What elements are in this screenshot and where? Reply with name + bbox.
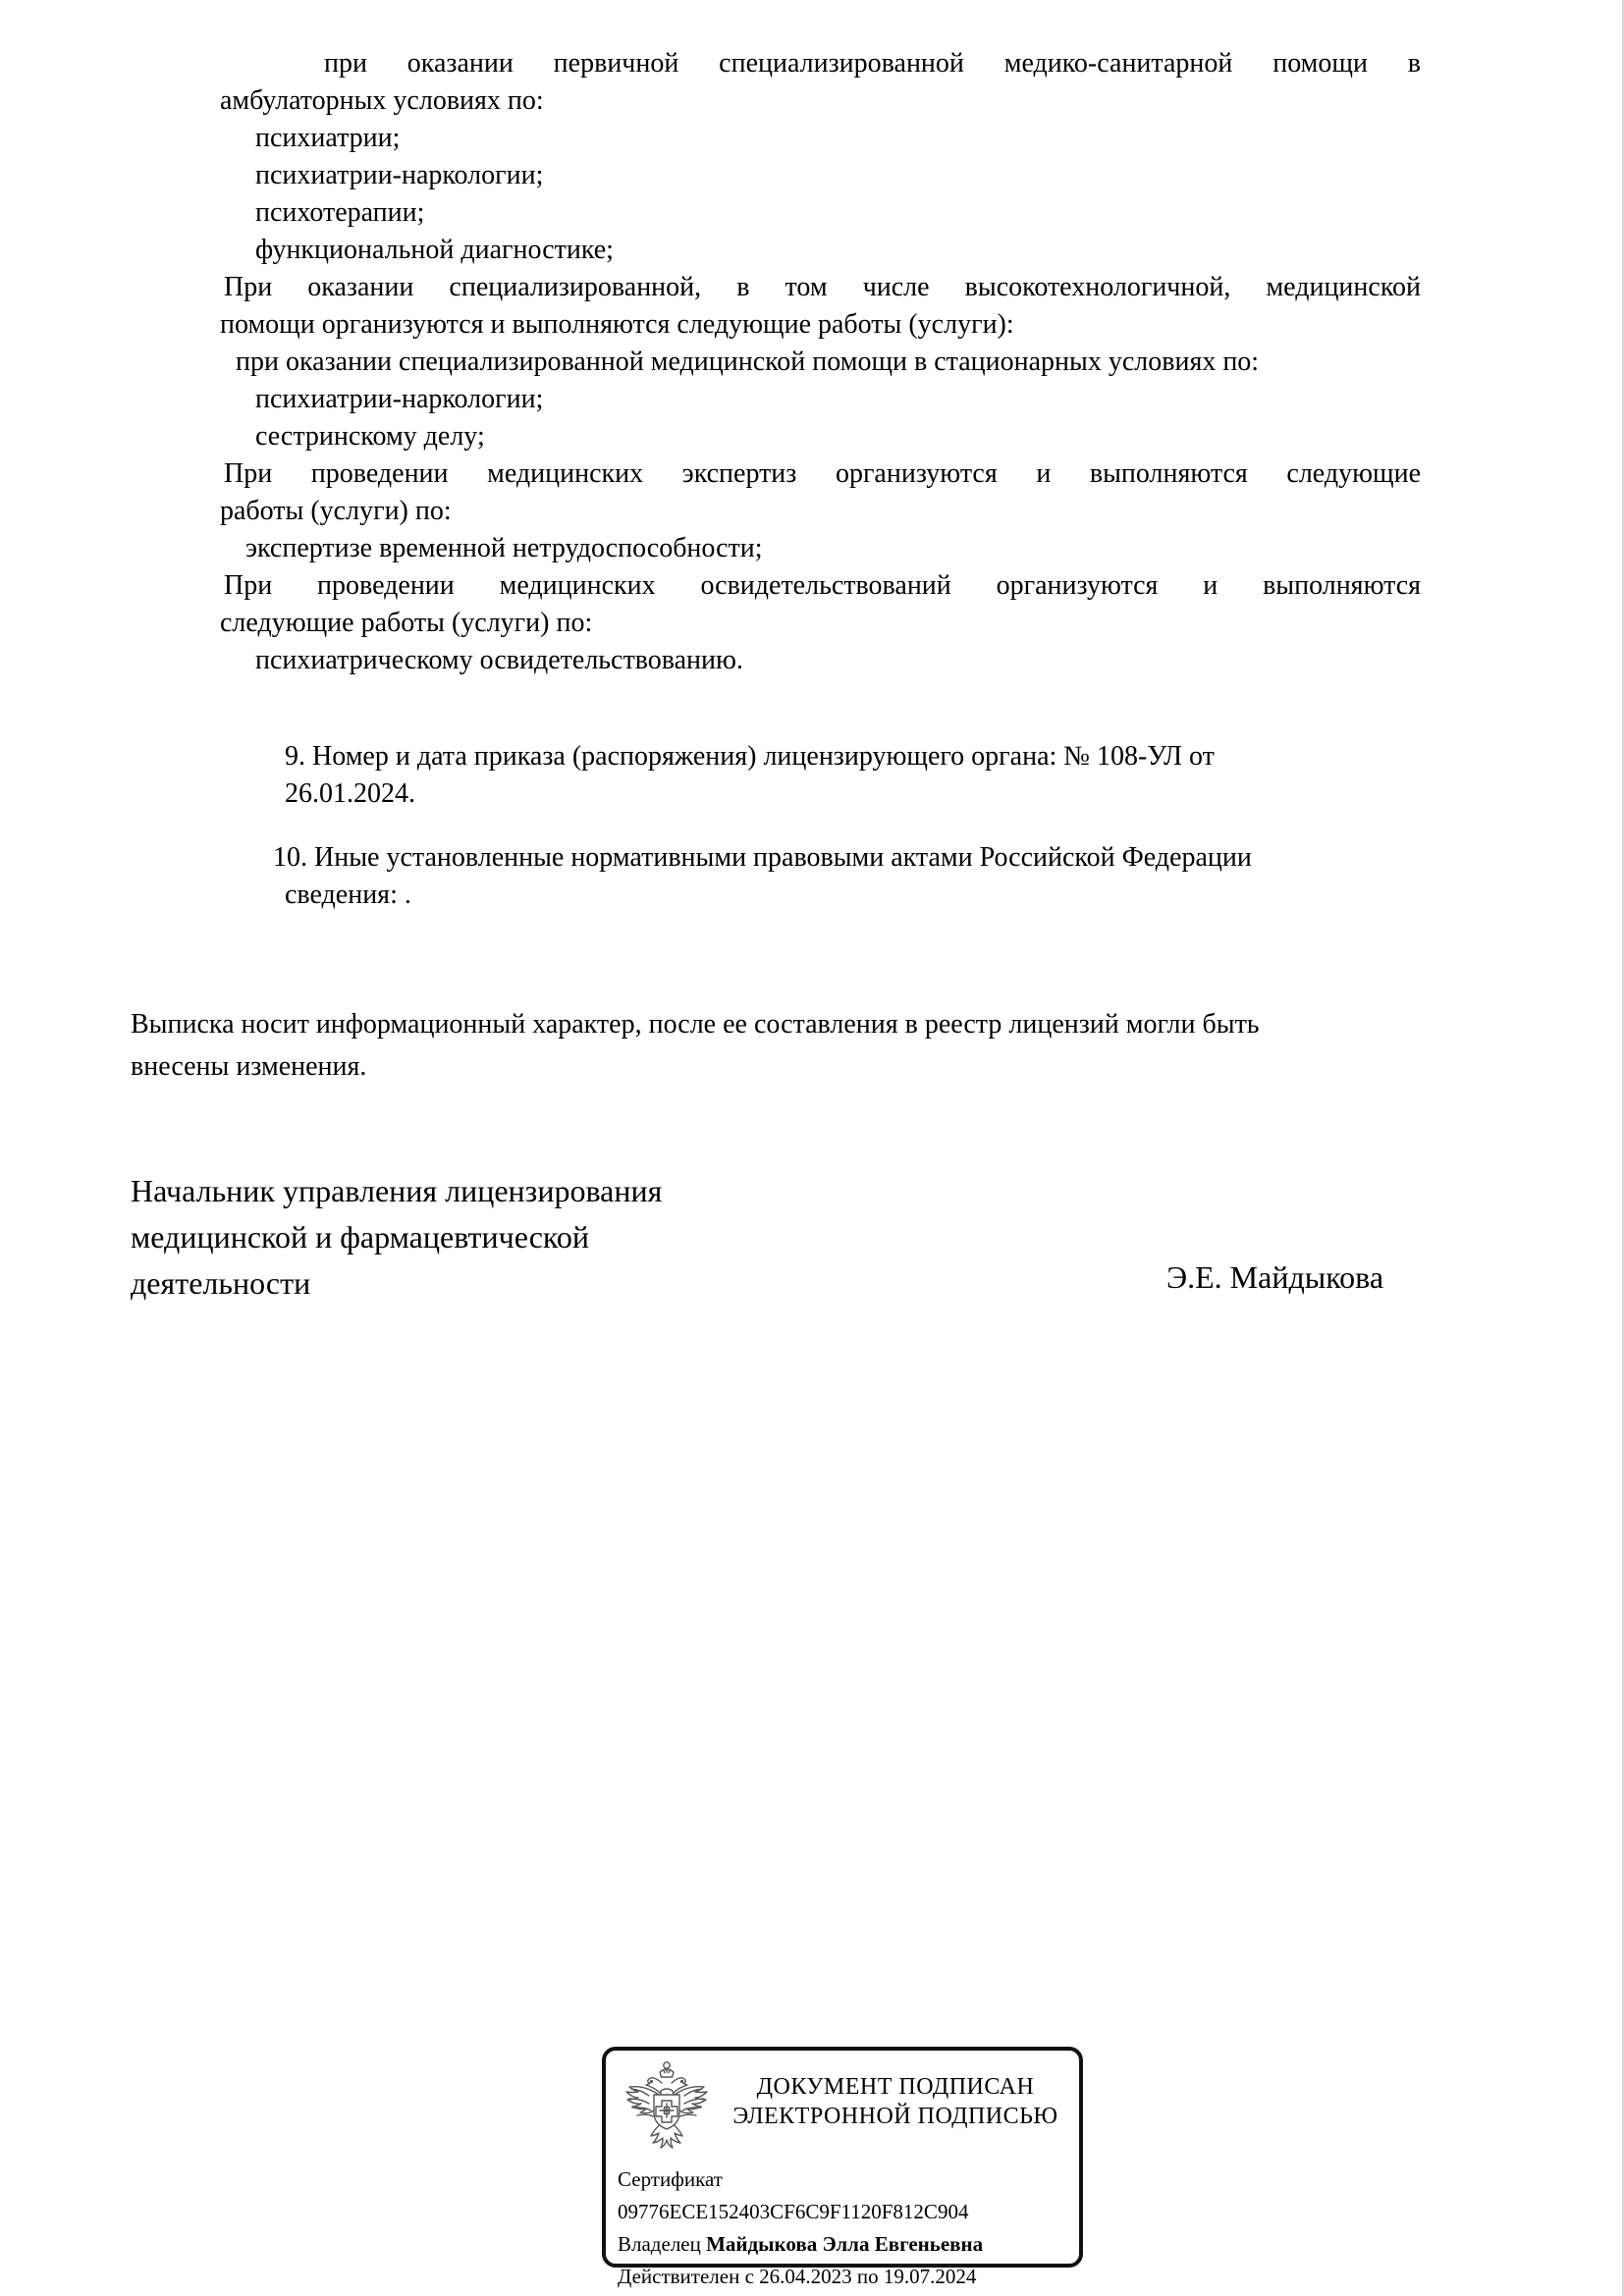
body-line: При проведении медицинских освидетельствований организуются и выполняются: [224, 570, 1421, 601]
body-line: при оказании первичной специализированной медико-санитарной помощи в: [324, 48, 1421, 79]
stamp-title-line: ДОКУМЕНТ ПОДПИСАН: [756, 2074, 1035, 2100]
position-line: Начальник управления лицензирования: [131, 1173, 663, 1208]
note-line: внесены изменения.: [131, 1051, 367, 1082]
informational-note: [131, 1003, 1427, 1088]
double-headed-eagle-icon: [622, 2059, 712, 2160]
stamp-title-line: ЭЛЕКТРОННОЙ ПОДПИСЬЮ: [732, 2104, 1058, 2129]
owner-row: [618, 2228, 1075, 2261]
license-works-section: [220, 45, 1421, 679]
certificate-value: 09776ECE152403CF6C9F1120F812C904: [618, 2200, 969, 2223]
body-line: сестринскому делу;: [255, 421, 485, 452]
body-line: амбулаторных условиях по:: [220, 85, 544, 116]
body-line: экспертизе временной нетрудоспособности;: [245, 533, 763, 563]
body-line: помощи организуются и выполняются следующие работы (услуги):: [220, 309, 1014, 340]
item-9-line: 9. Номер и дата приказа (распоряжения) лицензирующего органа: № 108-УЛ от: [285, 741, 1215, 772]
body-line: психиатрии;: [255, 123, 401, 153]
body-line: работы (услуги) по:: [220, 496, 452, 526]
position-line: медицинской и фармацевтической: [131, 1219, 589, 1255]
position-line: деятельности: [131, 1265, 311, 1301]
certificate-label: Сертификат: [618, 2167, 723, 2191]
validity-row: Действителен с 26.04.2023 по 19.07.2024: [618, 2265, 977, 2288]
body-line: функциональной диагностике;: [255, 235, 614, 265]
body-line: психотерапии;: [255, 197, 425, 228]
signatory-name: Э.Е. Майдыкова: [1166, 1259, 1384, 1295]
certificate-row: [618, 2163, 1075, 2228]
item-9-date: 26.01.2024.: [285, 778, 415, 809]
item-10-line: сведения: .: [285, 880, 411, 910]
body-line: психиатрии-наркологии;: [255, 160, 544, 190]
owner-label: Владелец: [618, 2232, 701, 2256]
item-9-order-number: [220, 738, 1421, 813]
body-line: При проведении медицинских экспертиз организуются и выполняются следующие: [224, 458, 1421, 489]
stamp-details: [618, 2163, 1075, 2293]
item-10-line: 10. Иные установленные нормативными правовыми актами Российской Федерации: [273, 842, 1252, 873]
body-line: При оказании специализированной, в том числе высокотехнологичной, медицинской: [224, 272, 1421, 302]
stamp-title: [716, 2072, 1075, 2131]
body-line: при оказании специализированной медицинской помощи в стационарных условиях по:: [236, 347, 1260, 377]
body-line: психиатрическому освидетельствованию.: [255, 645, 743, 675]
owner-name: Майдыкова Элла Евгеньевна: [706, 2232, 984, 2256]
electronic-signature-stamp: [602, 2047, 1083, 2288]
body-line: следующие работы (услуги) по:: [220, 608, 593, 638]
item-10-other-info: [220, 839, 1421, 914]
note-line: Выписка носит информационный характер, после ее составления в реестр лицензий могли быть: [131, 1009, 1260, 1040]
body-line: психиатрии-наркологии;: [255, 384, 544, 414]
signatory-position: [131, 1168, 877, 1307]
